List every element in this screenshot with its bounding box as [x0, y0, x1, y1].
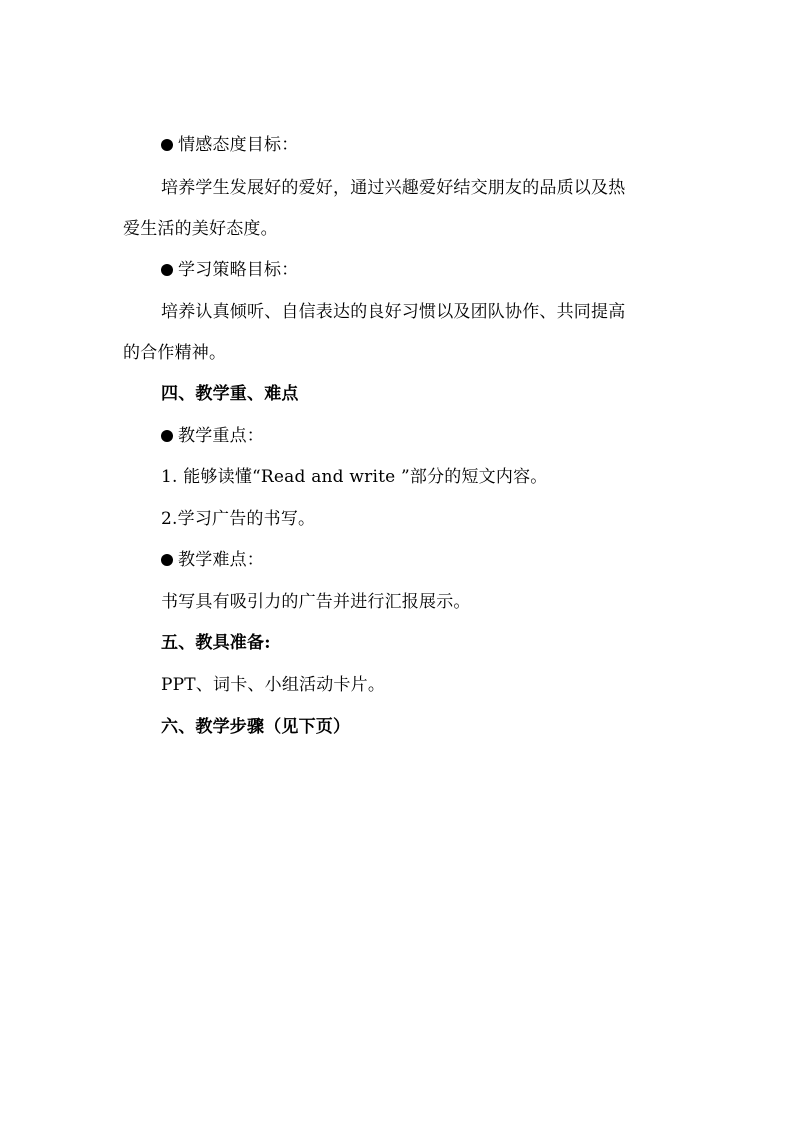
key-points-heading-text: 教学重点： — [178, 426, 264, 446]
bullet-icon — [161, 139, 173, 151]
affective-goal-line-2: 爱生活的美好态度。 — [123, 219, 278, 239]
bullet-icon — [161, 430, 173, 442]
difficulty-heading-text: 教学难点： — [178, 550, 264, 570]
difficulty-heading — [161, 549, 264, 571]
bullet-icon — [161, 264, 173, 276]
affective-goal-heading — [161, 134, 298, 156]
strategy-goal-line-2: 的合作精神。 — [123, 343, 227, 363]
affective-goal-line-1: 培养学生发展好的爱好，通过兴趣爱好结交朋友的品质以及热 — [161, 178, 626, 198]
section-4-title: 四、教学重、难点 — [161, 384, 299, 404]
section-5-content: PPT、词卡、小组活动卡片。 — [161, 675, 386, 695]
key-points-heading — [161, 425, 264, 447]
affective-goal-heading-text: 情感态度目标： — [178, 135, 299, 155]
key-point-2: 2.学习广告的书写。 — [161, 509, 316, 529]
section-5-title: 五、教具准备: — [161, 633, 271, 653]
bullet-icon — [161, 554, 173, 566]
strategy-goal-heading-text: 学习策略目标： — [178, 260, 299, 280]
strategy-goal-line-1: 培养认真倾听、自信表达的良好习惯以及团队协作、共同提高 — [161, 302, 626, 322]
strategy-goal-heading — [161, 259, 298, 281]
section-6-title: 六、教学步骤（见下页） — [161, 717, 351, 737]
key-point-1: 1. 能够读懂“Read and write ”部分的短文内容。 — [161, 467, 548, 487]
difficulty-1: 书写具有吸引力的广告并进行汇报展示。 — [161, 592, 471, 612]
